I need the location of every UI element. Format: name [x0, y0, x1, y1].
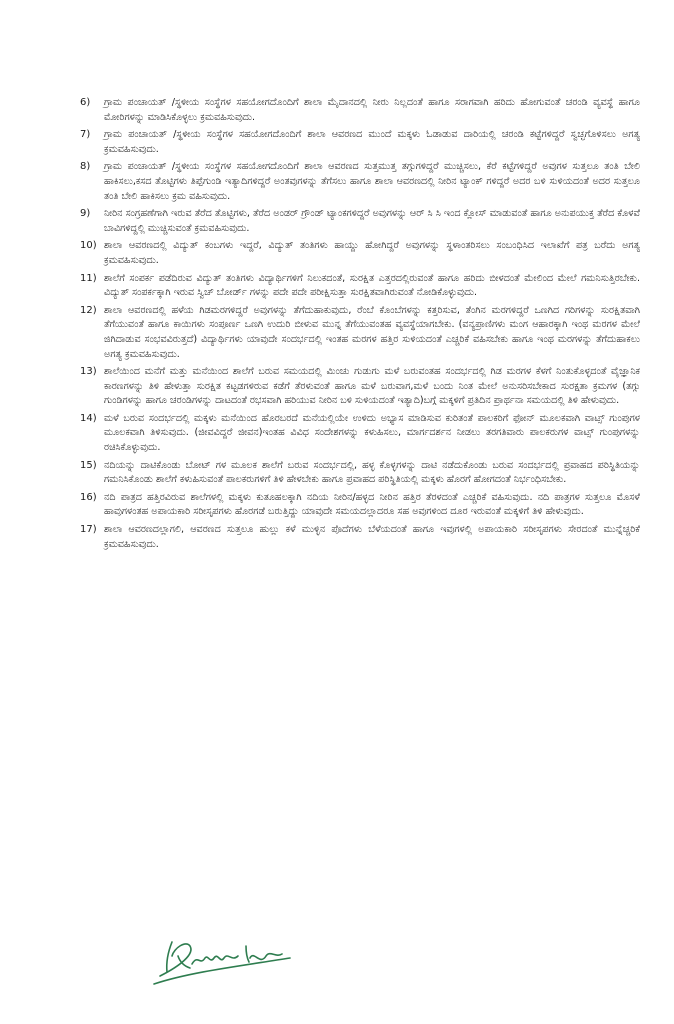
item-text: ನದಿಯನ್ನು ದಾಟಿಕೊಂಡು ಬೋಟ್ ಗಳ ಮೂಲಕ ಶಾಲೆಗೆ ಬರುವ ಸಂದರ್ಭದಲ್ಲಿ, ಹಳ್ಳ ಕೊಳ್ಳಗಳನ್ನು ದಾಟಿ ನಡೆದುಕೊಂಡು ಬರುವ ಸಂದರ್ಭದಲ್ಲಿ ಪ್ರವಾಹದ ಪರಿಸ್ಥಿತಿಯನ್ನು ಗಮನಿಸಿಕೊಂಡು ಶಾಲೆಗೆ ಕಳುಹಿಸುವಂತೆ ಪಾಲಕರುಗಳಿಗೆ ತಿಳಿ ಹೇಳಬೇಕು ಹಾಗೂ ಪ್ರವಾಹದ ಪರಿಸ್ಥಿತಿಯಲ್ಲಿ ಮಕ್ಕಳು ಹೊರಗೆ ಹೋಗದಂತೆ ನಿರ್ಭಂಧಿಸಬೇಕು. — [104, 459, 640, 486]
signature-stroke — [160, 944, 191, 976]
item-number: 13) — [80, 366, 97, 378]
item-text: ಮಳೆ ಬರುವ ಸಂದರ್ಭದಲ್ಲಿ ಮಕ್ಕಳು ಮನೆಯಿಂದ ಹೊರಬರದೆ ಮನೆಯಲ್ಲಿಯೇ ಉಳಿದು ಅಭ್ಯಾಸ ಮಾಡಿಸುವ ಕುರಿತಂತೆ ಪಾಲಕರಿಗೆ ಫೋನ್ ಮೂಲಕವಾಗಿ ವಾಟ್ಸ್ ಗುಂಪುಗಳ ಮೂಲಕವಾಗಿ ತಿಳಿಸುವುದು. (ಜೀವವಿದ್ದರೆ ಜೀವನ)ಇಂತಹ ವಿವಿಧ ಸಂದೇಶಗಳನ್ನು ಕಳುಹಿಸಲು, ಮಾರ್ಗದರ್ಶನ ನೀಡಲು ತರಗತಿವಾರು ಪಾಲಕರುಗಳ ವಾಟ್ಸ್ ಗುಂಪುಗಳನ್ನು ರಚಿಸಿಕೊಳ್ಳುವುದು. — [104, 412, 640, 454]
signature-stroke — [178, 956, 190, 968]
item-number: 9) — [80, 208, 91, 220]
list-item — [80, 459, 640, 488]
item-text: ಶಾಲಾ ಆವರಣದಲ್ಲಿ ಹಳೆಯ ಗಿಡಮರಗಳಿದ್ದರೆ ಅವುಗಳನ್ನು ತೆಗೆದುಹಾಕುವುದು, ರೆಂಬೆ ಕೊಂಬೆಗಳನ್ನು ಕತ್ತರಿಸುವ, ತೆಂಗಿನ ಮರಗಳಿದ್ದರೆ ಒಣಗಿದ ಗರಿಗಳನ್ನು ಸುರಕ್ಷಿತವಾಗಿ ತೆಗೆಯುವಂತೆ ಹಾಗೂ ಕಾಯಿಗಳು ಸಂಪೂರ್ಣ ಒಣಗಿ ಉದುರಿ ಬೀಳುವ ಮುನ್ನ ತೆಗೆಯುವಂತಹ ವ್ಯವಸ್ಥೆಯಾಗಬೇಕು. (ವನ್ಯಪ್ರಾಣಿಗಳು ಮಂಗ ಆಹಾರಕ್ಕಾಗಿ ಇಂಥ ಮರಗಳ ಮೇಲೆ ಜಿಗಿದಾಡುವ ಸಂಭವವಿರುತ್ತದೆ) ವಿದ್ಯಾರ್ಥಿಗಳು ಯಾವುದೇ ಸಂದರ್ಭದಲ್ಲಿ ಇಂತಹ ಮರಗಳ ಹತ್ತಿರ ಸುಳಿಯದಂತೆ ಎಚ್ಚರಿಕೆ ವಹಿಸಬೇಕು ಹಾಗೂ ಇಂಥ ಮರಗಳನ್ನು ತೆಗೆದುಹಾಕಲು ಅಗತ್ಯ ಕ್ರಮವಹಿಸುವುದು. — [104, 304, 640, 360]
signature-stroke — [192, 956, 238, 964]
item-number: 15) — [80, 459, 97, 471]
list-item — [80, 491, 640, 520]
item-number: 8) — [80, 161, 91, 173]
item-text: ಶಾಲೆಗೆ ಸಂಪರ್ಕ ಪಡೆದಿರುವ ವಿದ್ಯುತ್ ತಂತಿಗಳು ವಿದ್ಯಾರ್ಥಿಗಳಿಗೆ ನಿಲುಕದಂತೆ, ಸುರಕ್ಷಿತ ಎತ್ತರದಲ್ಲಿರುವಂತೆ ಹಾಗೂ ಹರಿದು ಬೀಳದಂತೆ ಮೇಲಿಂದ ಮೇಲೆ ಗಮನಿಸುತ್ತಿರಬೇಕು. ವಿದ್ಯುತ್ ಸಂಪರ್ಕಕ್ಕಾಗಿ ಇರುವ ಸ್ವಿಚ್ ಬೋರ್ಡ್ ಗಳನ್ನು ಪದೇ ಪದೇ ಪರೀಕ್ಷಿಸುತ್ತಾ ಸುರಕ್ಷಿತವಾಗಿರುವಂತೆ ನೋಡಿಕೊಳ್ಳುವುದು. — [104, 272, 640, 299]
item-text: ನೀರಿನ ಸಂಗ್ರಹಣೆಗಾಗಿ ಇರುವ ತೆರೆದ ತೊಟ್ಟಿಗಳು, ತೆರೆದ ಅಂಡರ್ ಗ್ರೌಂಡ್ ಟ್ಯಾಂಕಗಳಿದ್ದರೆ ಅವುಗಳನ್ನು ಆರ್ ಸಿ ಸಿ ಇಂದ ಕ್ಲೋಸ್ ಮಾಡುವಂತೆ ಹಾಗೂ ಅನುಪಯುಕ್ತ ತೆರೆದ ಕೊಳವೆ ಬಾವಿಗಳಿದ್ದಲ್ಲಿ ಮುಚ್ಚಿಸುವಂತೆ ಕ್ರಮವಹಿಸುವುದು. — [104, 208, 640, 234]
list-item — [80, 128, 640, 157]
item-number: 14) — [80, 412, 97, 424]
item-text: ಶಾಲಾ ಆವರಣದಲ್ಲಾಗಲಿ, ಆವರಣದ ಸುತ್ತಲೂ ಹುಲ್ಲು ಕಳೆ ಮುಳ್ಳಿನ ಪೊದೆಗಳು ಬೆಳೆಯದಂತೆ ಹಾಗೂ ಇವುಗಳಲ್ಲಿ ಅಪಾಯಕಾರಿ ಸರೀಸೃಪಗಳು ಸೇರದಂತೆ ಮುನ್ನೆಚ್ಚರಿಕೆ ಕ್ರಮವಹಿಸುವುದು. — [104, 524, 640, 550]
item-text: ಗ್ರಾಮ ಪಂಚಾಯತ್ /ಸ್ಥಳೀಯ ಸಂಸ್ಥೆಗಳ ಸಹಯೋಗದೊಂದಿಗೆ ಶಾಲಾ ಆವರಣದ ಸುತ್ತಮುತ್ತ ತಗ್ಗುಗಳಿದ್ದರೆ ಮುಚ್ಚಿಸಲು, ಕೆರೆ ಕಟ್ಟೆಗಳಿದ್ದರೆ ಅವುಗಳ ಸುತ್ತಲೂ ತಂತಿ ಬೇಲಿ ಹಾಕಿಸಲು,ಕಸದ ತೊಟ್ಟಿಗಳು ತಿಪ್ಪೆಗುಂಡಿ ಇತ್ಯಾದಿಗಳಿದ್ದರೆ ಅಂತವುಗಳನ್ನು ತೆಗೆಸಲು ಹಾಗೂ ಶಾಲಾ ಆವರಣದಲ್ಲಿ ನೀರಿನ ಟ್ಯಾಂಕ್ ಗಳಿದ್ದರೆ ಅದರ ಬಳಿ ಸುಳಿಯದಂತೆ ಅದರ ಸುತ್ತಲೂ ತಂತಿ ಬೇಲಿ ಹಾಕಿಸಲು ಕ್ರಮ ವಹಿಸುವುದು. — [104, 161, 640, 202]
list-item — [80, 412, 640, 456]
signature-stroke — [250, 954, 282, 960]
item-text: ಗ್ರಾಮ ಪಂಚಾಯತ್ /ಸ್ಥಳೀಯ ಸಂಸ್ಥೆಗಳ ಸಹಯೋಗದೊಂದಿಗೆ ಶಾಲಾ ಆವರಣದ ಮುಂದೆ ಮಕ್ಕಳು ಓಡಾಡುವ ದಾರಿಯಲ್ಲಿ ಚರಂಡಿ ಕಟ್ಟೆಗಳಿದ್ದರೆ ಸ್ವಚ್ಛಗೊಳಿಸಲು ಅಗತ್ಯ ಕ್ರಮವಹಿಸುವುದು. — [104, 129, 640, 155]
list-item — [80, 272, 640, 301]
list-item — [80, 96, 640, 125]
item-text: ಗ್ರಾಮ ಪಂಚಾಯತ್ /ಸ್ಥಳೀಯ ಸಂಸ್ಥೆಗಳ ಸಹಯೋಗದೊಂದಿಗೆ ಶಾಲಾ ಮೈದಾನದಲ್ಲಿ ನೀರು ನಿಲ್ಲದಂತೆ ಹಾಗೂ ಸರಾಗವಾಗಿ ಹರಿದು ಹೋಗುವಂತೆ ಚರಂಡಿ ವ್ಯವಸ್ಥೆ ಹಾಗೂ ಮೋರಿಗಳನ್ನು ಮಾಡಿಸಿಕೊಳ್ಳಲು ಕ್ರಮವಹಿಸುವುದು. — [104, 97, 640, 123]
signature-stroke — [154, 958, 290, 984]
item-number: 6) — [80, 97, 91, 108]
list-item — [80, 523, 640, 552]
item-number: 11) — [80, 272, 97, 284]
list-item — [80, 304, 640, 362]
item-text: ನದಿ ಪಾತ್ರದ ಹತ್ತಿರವಿರುವ ಶಾಲೆಗಳಲ್ಲಿ ಮಕ್ಕಳು ಕುತೂಹಲಕ್ಕಾಗಿ ನದಿಯ ನೀರಿನ/ಹಳ್ಳದ ನೀರಿನ ಹತ್ತಿರ ತೆರಳದಂತೆ ಎಚ್ಚರಿಕೆ ವಹಿಸುವುದು. ನದಿ ಪಾತ್ರಗಳ ಸುತ್ತಲೂ ಮೊಸಳೆ ಹಾವುಗಳಂತಹ ಅಪಾಯಕಾರಿ ಸರೀಸೃಪಗಳು ಹೊರಗಡೆ ಬರುತ್ತಿದ್ದು ಯಾವುದೇ ಸಮಯದಲ್ಲಾದರೂ ಸಹ ಅವುಗಳಿಂದ ದೂರ ಇರುವಂತೆ ಮಕ್ಕಳಿಗೆ ತಿಳಿ ಹೇಳುವುದು. — [104, 491, 640, 518]
instruction-list — [80, 96, 640, 555]
signature-stroke — [246, 946, 249, 962]
list-item — [80, 207, 640, 236]
item-text: ಶಾಲೆಯಿಂದ ಮನೆಗೆ ಮತ್ತು ಮನೆಯಿಂದ ಶಾಲೆಗೆ ಬರುವ ಸಮಯದಲ್ಲಿ ಮಿಂಚು ಗುಡುಗು ಮಳೆ ಬರುವಂತಹ ಸಂದರ್ಭದಲ್ಲಿ ಗಿಡ ಮರಗಳ ಕೆಳಗೆ ನಿಂತುಕೊಳ್ಳದಂತೆ ವೈಜ್ಞಾನಿಕ ಕಾರಣಗಳನ್ನು ತಿಳಿ ಹೇಳುತ್ತಾ ಸುರಕ್ಷಿತ ಕಟ್ಟಡಗಳಿರುವ ಕಡೆಗೆ ತೆರಳುವಂತೆ ಹಾಗೂ ಮಳೆ ಬರುವಾಗ,ಮಳೆ ಬಂದು ನಿಂತ ಮೇಲೆ ಅನುಸರಿಸಬೇಕಾದ ಸುರಕ್ಷತಾ ಕ್ರಮಗಳ (ತಗ್ಗು ಗುಂಡಿಗಳನ್ನು ಹಾಗೂ ಚರಂಡಿಗಳನ್ನು ದಾಟದಂತೆ ರಭಸವಾಗಿ ಹರಿಯುವ ನೀರಿನ ಬಳಿ ಸುಳಿಯದಂತೆ ಇತ್ಯಾದಿ)ಬಗ್ಗೆ ಮಕ್ಕಳಿಗೆ ಪ್ರತಿದಿನ ಪ್ರಾರ್ಥನಾ ಸಮಯದಲ್ಲಿ ತಿಳಿ ಹೇಳುವುದು. — [104, 366, 640, 407]
list-item — [80, 239, 640, 268]
signature-stroke — [167, 942, 172, 972]
item-number: 16) — [80, 491, 97, 503]
list-item — [80, 160, 640, 204]
item-text: ಶಾಲಾ ಆವರಣದಲ್ಲಿ ವಿದ್ಯುತ್ ಕಂಬಗಳು ಇದ್ದರೆ, ವಿದ್ಯುತ್ ತಂತಿಗಳು ಹಾಯ್ದು ಹೋಗಿದ್ದರೆ ಅವುಗಳನ್ನು ಸ್ಥಳಾಂತರಿಸಲು ಸಂಬಂಧಿಸಿದ ಇಲಾಖೆಗೆ ಪತ್ರ ಬರೆದು ಅಗತ್ಯ ಕ್ರಮವಹಿಸುವುದು. — [104, 240, 640, 266]
item-number: 7) — [80, 129, 91, 141]
signature-image — [150, 936, 320, 991]
item-number: 17) — [80, 524, 97, 536]
list-item — [80, 365, 640, 409]
item-number: 12) — [80, 304, 97, 316]
item-number: 10) — [80, 240, 97, 252]
